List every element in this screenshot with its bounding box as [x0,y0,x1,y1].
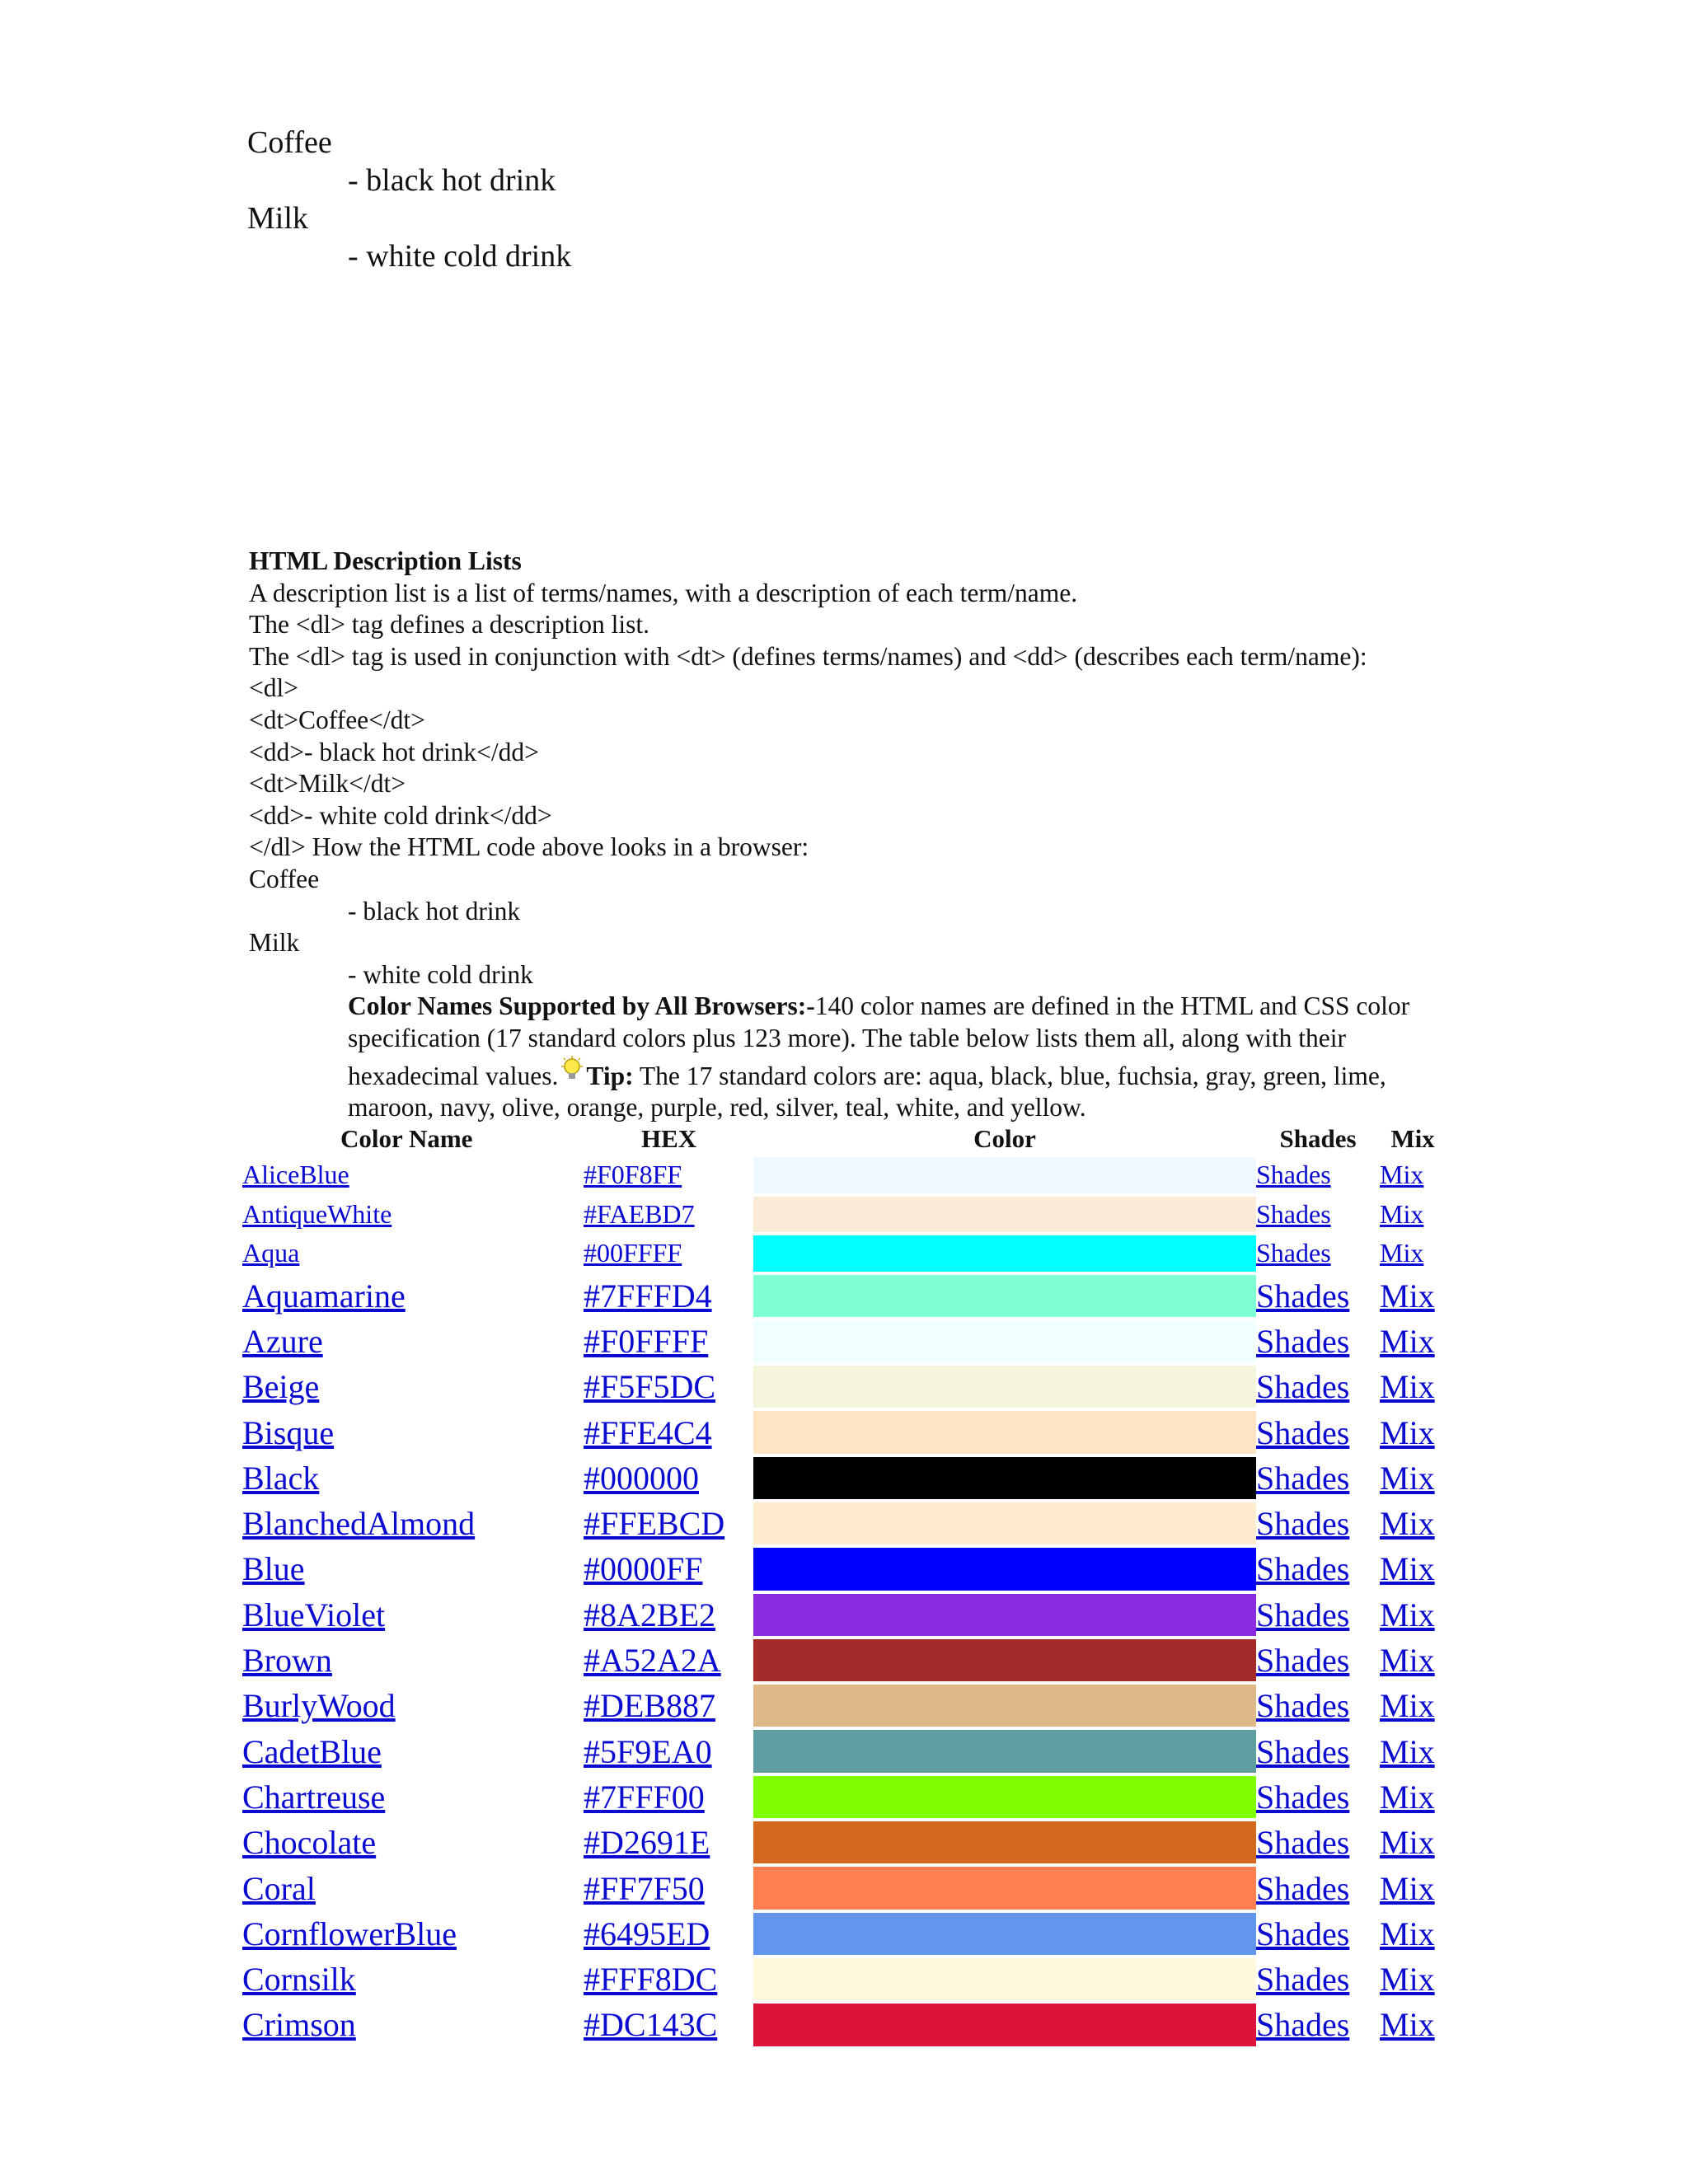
mix-link[interactable]: Mix [1380,1915,1435,1952]
color-name-cell [242,1155,584,1195]
header-shades: Shades [1279,1124,1357,1153]
mix-link[interactable]: Mix [1380,1277,1435,1315]
tip-text: The 17 standard colors are: aqua, black, blue, fuchsia, gray, green, lime, maroon, navy, olive, orange, purple, red, silver, teal, white, and yellow. [348,1061,1386,1122]
hex-code-cell [584,1195,753,1235]
color-swatch-cell [753,1774,1256,1820]
header-mix: Mix [1390,1124,1435,1153]
table-row [242,1683,1446,1728]
hex-code-cell [584,1364,753,1409]
hex-code-link[interactable]: #000000 [584,1459,699,1497]
hex-code-cell [584,1774,753,1820]
code-line: <dt>Coffee</dt> [249,705,425,734]
hex-code-cell [584,1234,753,1273]
mix-link[interactable]: Mix [1380,1238,1424,1268]
shades-link[interactable]: Shades [1256,1824,1350,1862]
shades-link[interactable]: Shades [1256,1238,1331,1268]
shades-cell [1256,1957,1380,2002]
mix-cell [1380,1820,1446,1865]
mix-cell [1380,1865,1446,1910]
color-swatch-cell [753,1728,1256,1774]
color-swatch-cell [753,1273,1256,1319]
color-name-link[interactable]: Chocolate [242,1824,377,1862]
color-name-cell [242,1911,584,1957]
color-name-cell [242,1234,584,1273]
color-swatch [753,1366,1256,1408]
hex-code-cell [584,1820,753,1865]
shades-link[interactable]: Shades [1256,1413,1350,1451]
hex-code-cell [584,1638,753,1683]
color-name-cell [242,1273,584,1319]
code-line: <dd>- black hot drink</dd> [249,737,539,766]
color-name-link[interactable]: BurlyWood [242,1687,396,1725]
colors-intro [249,991,1419,1123]
hex-code-cell [584,2002,753,2047]
mix-cell [1380,1319,1446,1364]
hex-code-link[interactable]: #FAEBD7 [584,1198,695,1229]
mix-cell [1380,1273,1446,1319]
color-swatch [753,1685,1256,1727]
color-name-link[interactable]: Beige [242,1368,320,1406]
color-name-link[interactable]: BlueViolet [242,1596,386,1633]
shades-link[interactable]: Shades [1256,1778,1350,1816]
color-swatch [753,1275,1256,1317]
shades-cell [1256,1273,1380,1319]
shades-cell [1256,1155,1380,1195]
shades-cell [1256,1728,1380,1774]
colors-heading: Color Names Supported by All Browsers:- [348,991,815,1021]
hex-code-link[interactable]: #F0FFFF [584,1322,709,1360]
shades-cell [1256,1409,1380,1455]
hex-code-cell [584,1957,753,2002]
paragraph-line: The <dl> tag defines a description list. [249,610,650,640]
table-row [242,1319,1446,1364]
shades-cell [1256,1774,1380,1820]
color-name-cell [242,1957,584,2002]
document-body [249,546,1452,1124]
table-row [242,1501,1446,1546]
color-name-cell [242,2002,584,2047]
hex-code-link[interactable]: #A52A2A [584,1642,721,1680]
color-name-link[interactable]: BlanchedAlmond [242,1505,476,1543]
shades-link[interactable]: Shades [1256,1459,1350,1497]
hex-code-link[interactable]: #6495ED [584,1915,710,1952]
table-row [242,1911,1446,1957]
color-name-link[interactable]: Crimson [242,2006,356,2044]
color-name-link[interactable]: Cornsilk [242,1961,356,1999]
mix-cell [1380,1234,1446,1273]
color-swatch-cell [753,1820,1256,1865]
color-name-link[interactable]: AliceBlue [242,1160,349,1190]
color-swatch-cell [753,2002,1256,2047]
mix-cell [1380,1195,1446,1235]
color-swatch [753,1197,1256,1233]
shades-cell [1256,1546,1380,1591]
table-row [242,1546,1446,1591]
table-row [242,1592,1446,1638]
hex-code-cell [584,1683,753,1728]
shades-cell [1256,1592,1380,1638]
table-row [242,1820,1446,1865]
hex-code-link[interactable]: #F5F5DC [584,1368,716,1406]
shades-cell [1256,1234,1380,1273]
hex-code-cell [584,1409,753,1455]
mix-link[interactable]: Mix [1380,1824,1435,1862]
color-swatch [753,1457,1256,1499]
hex-code-link[interactable]: #7FFFD4 [584,1277,712,1315]
hex-code-cell [584,1546,753,1591]
shades-cell [1256,1501,1380,1546]
color-name-cell [242,1409,584,1455]
color-swatch-cell [753,1195,1256,1235]
header-color-name: Color Name [340,1124,473,1153]
mix-link[interactable]: Mix [1380,1778,1435,1816]
shades-link[interactable]: Shades [1256,1198,1331,1229]
mix-cell [1380,1911,1446,1957]
shades-cell [1256,1455,1380,1501]
shades-cell [1256,1683,1380,1728]
mix-link[interactable]: Mix [1380,1732,1435,1770]
paragraph-line: A description list is a list of terms/names, with a description of each term/name. [249,578,1078,607]
dl-term-milk: Milk [247,201,308,236]
table-row [242,1774,1446,1820]
color-swatch [753,1913,1256,1955]
tip-label: Tip: [586,1061,634,1090]
dl-desc-milk: - white cold drink [348,239,572,274]
mix-cell [1380,1364,1446,1409]
color-swatch [753,1821,1256,1863]
table-header-row [242,1122,1446,1155]
color-swatch [753,1502,1256,1544]
shades-cell [1256,1319,1380,1364]
shades-cell [1256,1638,1380,1683]
color-name-cell [242,1455,584,1501]
color-swatch-cell [753,1409,1256,1455]
shades-link[interactable]: Shades [1256,1961,1350,1999]
color-name-link[interactable]: Bisque [242,1413,335,1451]
color-swatch-cell [753,1638,1256,1683]
color-swatch [753,1730,1256,1772]
color-swatch [753,1958,1256,2000]
section-heading: HTML Description Lists [249,546,522,575]
hex-code-link[interactable]: #D2691E [584,1824,710,1862]
example-term: Milk [249,928,300,958]
color-swatch [753,1867,1256,1909]
color-name-cell [242,1728,584,1774]
mix-cell [1380,1728,1446,1774]
color-name-link[interactable]: Azure [242,1322,323,1360]
mix-link[interactable]: Mix [1380,1550,1435,1588]
hex-code-link[interactable]: #7FFF00 [584,1778,705,1816]
hex-code-cell [584,1592,753,1638]
color-name-link[interactable]: Black [242,1459,320,1497]
color-swatch-cell [753,1546,1256,1591]
mix-link[interactable]: Mix [1380,1368,1435,1406]
example-desc: - white cold drink [348,959,533,989]
mix-cell [1380,1638,1446,1683]
color-table [242,1122,1446,2048]
code-line: </dl> How the HTML code above looks in a browser: [249,832,809,862]
color-name-link[interactable]: Aqua [242,1238,300,1268]
hex-code-cell [584,1501,753,1546]
table-row [242,1155,1446,1195]
table-row [242,1364,1446,1409]
hex-code-cell [584,1155,753,1195]
hex-code-cell [584,1911,753,1957]
color-name-link[interactable]: CadetBlue [242,1732,382,1770]
color-name-cell [242,1501,584,1546]
color-swatch [753,1320,1256,1362]
color-name-cell [242,1683,584,1728]
shades-link[interactable]: Shades [1256,1368,1350,1406]
color-swatch [753,1639,1256,1681]
mix-cell [1380,1501,1446,1546]
shades-cell [1256,1195,1380,1235]
color-name-cell [242,1364,584,1409]
mix-link[interactable]: Mix [1380,1961,1435,1999]
hex-code-link[interactable]: #0000FF [584,1550,703,1588]
color-name-link[interactable]: Chartreuse [242,1778,386,1816]
hex-code-link[interactable]: #FFE4C4 [584,1413,712,1451]
shades-link[interactable]: Shades [1256,1505,1350,1543]
color-swatch [753,1157,1256,1193]
mix-cell [1380,1155,1446,1195]
hex-code-link[interactable]: #8A2BE2 [584,1596,715,1633]
hex-code-link[interactable]: #FF7F50 [584,1869,705,1907]
color-swatch [753,2004,1256,2046]
color-name-cell [242,1865,584,1910]
color-swatch [753,1548,1256,1590]
color-swatch [753,1776,1256,1818]
color-name-link[interactable]: Aquamarine [242,1277,406,1315]
color-swatch-cell [753,1234,1256,1273]
shades-cell [1256,1911,1380,1957]
shades-cell [1256,2002,1380,2047]
table-row [242,1195,1446,1235]
mix-link[interactable]: Mix [1380,1596,1435,1633]
mix-link[interactable]: Mix [1380,2006,1435,2044]
hex-code-cell [584,1728,753,1774]
color-name-link[interactable]: Blue [242,1550,305,1588]
shades-link[interactable]: Shades [1256,1277,1350,1315]
color-swatch-cell [753,1592,1256,1638]
paragraph-line: The <dl> tag is used in conjunction with <dt> (defines terms/names) and <dd> (describes each term/name): [249,641,1367,671]
table-row [242,1273,1446,1319]
shades-cell [1256,1865,1380,1910]
shades-link[interactable]: Shades [1256,1642,1350,1680]
dl-desc-coffee: - black hot drink [348,163,556,198]
shades-link[interactable]: Shades [1256,1732,1350,1770]
table-row [242,1234,1446,1273]
hex-code-cell [584,1273,753,1319]
shades-link[interactable]: Shades [1256,1869,1350,1907]
mix-link[interactable]: Mix [1380,1869,1435,1907]
color-swatch-cell [753,1683,1256,1728]
shades-link[interactable]: Shades [1256,1596,1350,1633]
mix-cell [1380,1455,1446,1501]
mix-link[interactable]: Mix [1380,1642,1435,1680]
color-name-cell [242,1638,584,1683]
table-row [242,1728,1446,1774]
color-name-cell [242,1774,584,1820]
color-swatch [753,1594,1256,1636]
code-line: <dl> [249,673,299,703]
table-row [242,2002,1446,2047]
mix-link[interactable]: Mix [1380,1198,1424,1229]
shades-link[interactable]: Shades [1256,1687,1350,1725]
mix-link[interactable]: Mix [1380,1505,1435,1543]
color-swatch-cell [753,1865,1256,1910]
table-row [242,1455,1446,1501]
hex-code-link[interactable]: #DC143C [584,2006,718,2044]
hex-code-cell [584,1865,753,1910]
shades-cell [1256,1364,1380,1409]
color-name-cell [242,1592,584,1638]
color-name-cell [242,1319,584,1364]
header-color: Color [973,1124,1036,1153]
header-hex: HEX [641,1124,697,1153]
table-row [242,1957,1446,2002]
color-swatch-cell [753,1455,1256,1501]
color-swatch-cell [753,1501,1256,1546]
shades-link[interactable]: Shades [1256,2006,1350,2044]
code-line: <dd>- white cold drink</dd> [249,800,552,830]
color-swatch [753,1411,1256,1453]
table-row [242,1638,1446,1683]
mix-cell [1380,1957,1446,2002]
mix-link[interactable]: Mix [1380,1160,1424,1190]
mix-cell [1380,1774,1446,1820]
color-name-link[interactable]: Coral [242,1869,316,1907]
hex-code-link[interactable]: #5F9EA0 [584,1732,712,1770]
color-name-link[interactable]: Brown [242,1642,332,1680]
mix-link[interactable]: Mix [1380,1459,1435,1497]
table-row [242,1409,1446,1455]
color-swatch-cell [753,1155,1256,1195]
rendered-description-list [247,124,571,275]
color-name-cell [242,1820,584,1865]
hex-code-link[interactable]: #FFEBCD [584,1505,725,1543]
mix-cell [1380,2002,1446,2047]
mix-cell [1380,1592,1446,1638]
table-row [242,1865,1446,1910]
shades-cell [1256,1820,1380,1865]
code-line: <dt>Milk</dt> [249,769,406,799]
color-swatch-cell [753,1911,1256,1957]
color-name-link[interactable]: CornflowerBlue [242,1915,457,1952]
color-swatch-cell [753,1364,1256,1409]
hex-code-link[interactable]: #00FFFF [584,1238,682,1268]
hex-code-link[interactable]: #FFF8DC [584,1961,718,1999]
dl-term-coffee: Coffee [247,125,332,160]
mix-link[interactable]: Mix [1380,1413,1435,1451]
mix-link[interactable]: Mix [1380,1687,1435,1725]
color-name-cell [242,1546,584,1591]
hex-code-cell [584,1455,753,1501]
color-name-link[interactable]: AntiqueWhite [242,1198,392,1229]
example-desc: - black hot drink [348,896,521,926]
mix-cell [1380,1683,1446,1728]
color-swatch-cell [753,1319,1256,1364]
hex-code-cell [584,1319,753,1364]
shades-link[interactable]: Shades [1256,1322,1350,1360]
hex-code-link[interactable]: #F0F8FF [584,1160,682,1190]
mix-cell [1380,1546,1446,1591]
mix-link[interactable]: Mix [1380,1322,1435,1360]
shades-link[interactable]: Shades [1256,1160,1331,1190]
shades-link[interactable]: Shades [1256,1550,1350,1588]
shades-link[interactable]: Shades [1256,1915,1350,1952]
color-swatch-cell [753,1957,1256,2002]
mix-cell [1380,1409,1446,1455]
lightbulb-icon [558,1055,586,1086]
hex-code-link[interactable]: #DEB887 [584,1687,715,1725]
color-swatch [753,1235,1256,1272]
color-name-cell [242,1195,584,1235]
colors-intro-text: 140 color names are defined in the HTML and CSS color specification (17 standard colors plus 123 more). The table below lists them all, along with their hexadecimal values. [348,991,1410,1090]
example-term: Coffee [249,864,320,893]
